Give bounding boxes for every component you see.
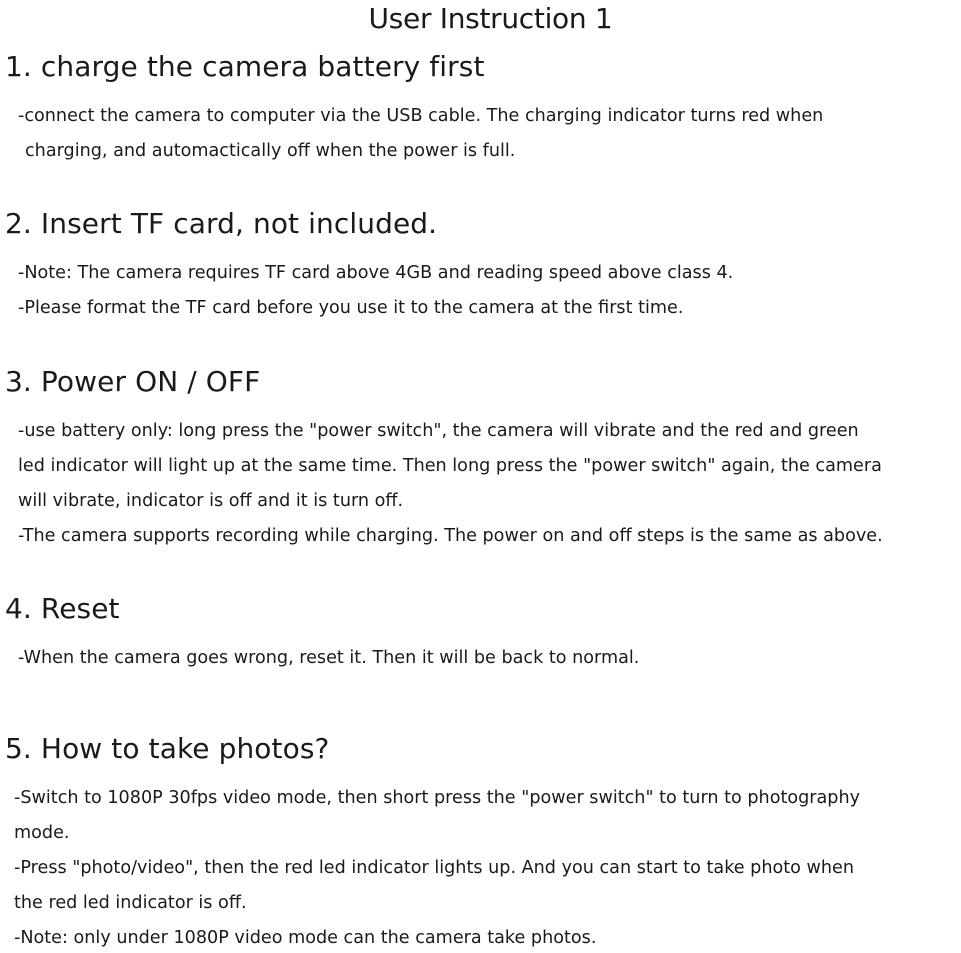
document-title: User Instruction 1 <box>368 2 613 35</box>
section-5-line-3: -Press "photo/video", then the red led indicator lights up. And you can start to take photo when <box>14 858 855 878</box>
section-3-line-1: -use battery only: long press the "power switch", the camera will vibrate and the red and green <box>18 421 859 441</box>
section-5-line-1: -Switch to 1080P 30fps video mode, then short press the "power switch" to turn to photography <box>14 788 861 808</box>
section-3-line-3: will vibrate, indicator is off and it is turn off. <box>18 491 404 511</box>
section-5-line-5: -Note: only under 1080P video mode can the camera take photos. <box>14 928 597 948</box>
section-1-line-1: -connect the camera to computer via the USB cable. The charging indicator turns red when <box>18 106 824 126</box>
section-2-line-2: -Please format the TF card before you use it to the camera at the first time. <box>18 298 684 318</box>
section-1-heading: 1. charge the camera battery first <box>5 50 485 83</box>
section-5-line-2: mode. <box>14 823 70 843</box>
section-5-heading: 5. How to take photos? <box>5 732 330 765</box>
section-5-line-4: the red led indicator is off. <box>14 893 247 913</box>
section-3-line-2: led indicator will light up at the same time. Then long press the "power switch" again, the camera <box>18 456 882 476</box>
section-4-line-1: -When the camera goes wrong, reset it. Then it will be back to normal. <box>18 648 640 668</box>
section-4-heading: 4. Reset <box>5 592 120 625</box>
section-1-line-2: charging, and automactically off when the power is full. <box>25 141 516 161</box>
section-3-line-4: -The camera supports recording while charging. The power on and off steps is the same as above. <box>18 526 883 546</box>
section-3-heading: 3. Power ON / OFF <box>5 365 261 398</box>
section-2-heading: 2. Insert TF card, not included. <box>5 207 438 240</box>
section-2-line-1: -Note: The camera requires TF card above 4GB and reading speed above class 4. <box>18 263 734 283</box>
